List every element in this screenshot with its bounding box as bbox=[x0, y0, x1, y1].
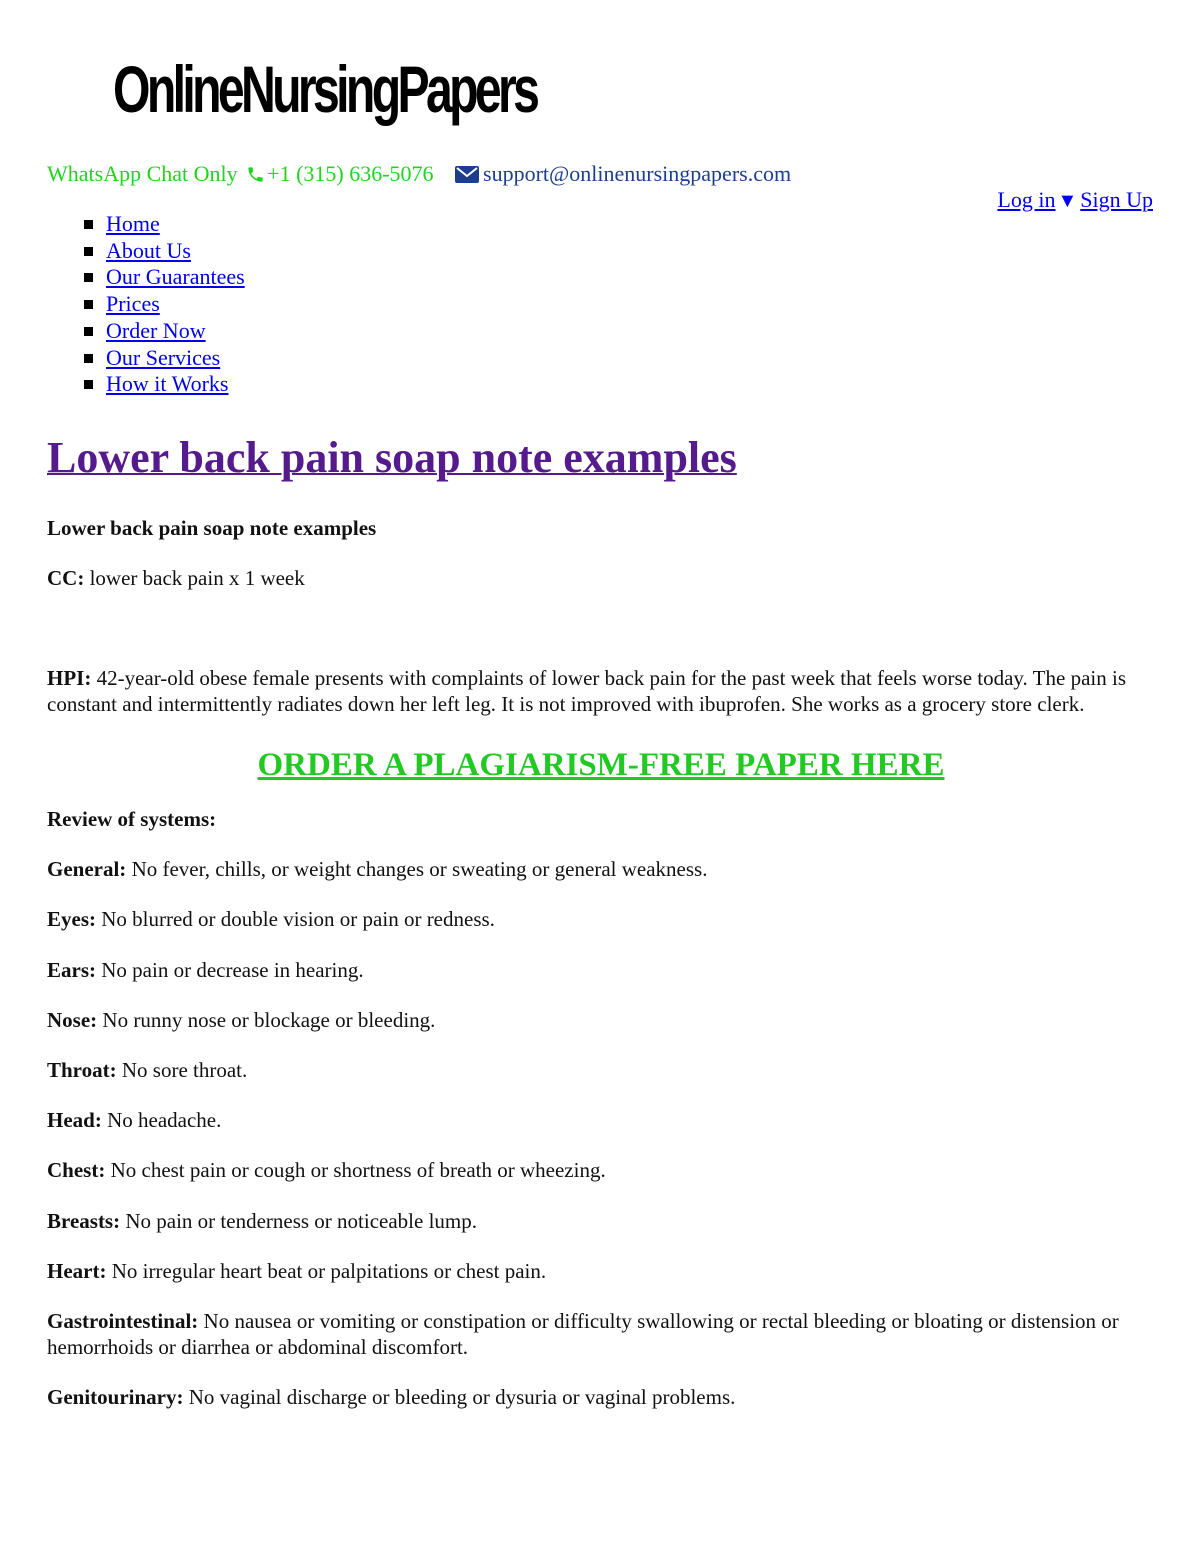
nav-link-about[interactable]: About Us bbox=[106, 237, 191, 263]
nav-item-services bbox=[47, 345, 245, 372]
nav-item-how bbox=[47, 371, 245, 398]
ros-text: No fever, chills, or weight changes or sweating or general weakness. bbox=[126, 857, 708, 882]
ros-head bbox=[47, 1107, 1155, 1133]
ros-nose bbox=[47, 1007, 1155, 1033]
phone-number[interactable]: +1 (315) 636-5076 bbox=[267, 161, 434, 186]
hpi-label: HPI: bbox=[47, 666, 92, 690]
ros-eyes bbox=[47, 906, 1155, 932]
bullet bbox=[84, 354, 93, 363]
ros-text: No pain or tenderness or noticeable lump. bbox=[120, 1208, 478, 1233]
nav-item-guarantees bbox=[47, 264, 245, 291]
mail-icon bbox=[455, 163, 479, 189]
ros-throat bbox=[47, 1057, 1155, 1083]
ros-text: No headache. bbox=[101, 1108, 222, 1133]
ros-label: Breasts: bbox=[47, 1208, 121, 1233]
nav-link-home[interactable]: Home bbox=[106, 211, 160, 236]
bullet bbox=[84, 247, 93, 256]
chief-complaint bbox=[47, 565, 1155, 591]
bullet bbox=[84, 300, 93, 309]
nav-link-guarantees[interactable]: Our Guarantees bbox=[106, 264, 245, 290]
nav-link-services[interactable]: Our Services bbox=[106, 344, 221, 370]
ros-label: Eyes: bbox=[47, 907, 96, 932]
phone-icon bbox=[246, 164, 265, 190]
contact-bar bbox=[47, 161, 791, 190]
ros-text: No nausea or vomiting or constipation or difficulty swallowing or rectal bleeding or bloating or distension or hemorrhoids or diarrhea or abdominal discomfort. bbox=[47, 1308, 1119, 1359]
ros-label: Head: bbox=[47, 1108, 102, 1133]
site-logo[interactable]: OnlineNursingPapers bbox=[113, 52, 537, 126]
ros-label: Throat: bbox=[47, 1057, 117, 1082]
account-links bbox=[997, 187, 1153, 214]
ros-label: Heart: bbox=[47, 1258, 107, 1283]
ros-label: Chest: bbox=[47, 1158, 106, 1183]
ros-title: Review of systems: bbox=[47, 807, 217, 831]
hpi-text: 42-year-old obese female presents with complaints of lower back pain for the past week that feels worse today. The pain is constant and intermittently radiates down her left leg. It is not improved with ibuprofen. She works as a grocery store clerk. bbox=[47, 666, 1126, 716]
ros-text: No chest pain or cough or shortness of breath or wheezing. bbox=[105, 1158, 606, 1183]
whatsapp-label: WhatsApp Chat Only bbox=[47, 161, 238, 186]
nav-item-order bbox=[47, 318, 245, 345]
ros-heart bbox=[47, 1258, 1155, 1284]
bullet bbox=[84, 327, 93, 336]
support-email[interactable]: support@onlinenursingpapers.com bbox=[483, 161, 792, 186]
bullet bbox=[84, 380, 93, 389]
page-title[interactable]: Lower back pain soap note examples bbox=[47, 433, 737, 482]
bullet bbox=[84, 220, 93, 229]
nav-link-order[interactable]: Order Now bbox=[106, 317, 206, 343]
ros-label: Gastrointestinal: bbox=[47, 1308, 199, 1333]
ros-label: Nose: bbox=[47, 1007, 98, 1032]
order-cta-link[interactable]: ORDER A PLAGIARISM-FREE PAPER HERE bbox=[257, 747, 945, 783]
nav-item-about bbox=[47, 238, 245, 265]
signup-link[interactable]: Sign Up bbox=[1080, 187, 1153, 212]
hpi-paragraph bbox=[47, 665, 1155, 717]
ros-text: No vaginal discharge or bleeding or dysuria or vaginal problems. bbox=[183, 1385, 736, 1410]
article bbox=[47, 430, 1155, 1410]
ros-general bbox=[47, 856, 1155, 882]
ros-label: Ears: bbox=[47, 957, 96, 982]
nav-item-home bbox=[47, 211, 245, 238]
cc-label: CC: bbox=[47, 566, 85, 590]
ros-label: Genitourinary: bbox=[47, 1385, 184, 1410]
nav-link-prices[interactable]: Prices bbox=[106, 291, 160, 317]
ros-text: No pain or decrease in hearing. bbox=[96, 957, 364, 982]
ros-label: General: bbox=[47, 857, 127, 882]
main-nav bbox=[47, 211, 245, 398]
ros-genitourinary bbox=[47, 1384, 1155, 1410]
ros-text: No runny nose or blockage or bleeding. bbox=[97, 1007, 436, 1032]
nav-link-how[interactable]: How it Works bbox=[106, 371, 229, 397]
caret-down-icon[interactable]: ▼ bbox=[1057, 190, 1078, 212]
ros-text: No sore throat. bbox=[116, 1057, 248, 1082]
cc-text: lower back pain x 1 week bbox=[84, 566, 305, 590]
nav-item-prices bbox=[47, 291, 245, 318]
ros-text: No irregular heart beat or palpitations or chest pain. bbox=[106, 1258, 547, 1283]
ros-gastrointestinal bbox=[47, 1308, 1155, 1360]
ros-breasts bbox=[47, 1208, 1155, 1234]
bullet bbox=[84, 273, 93, 282]
ros-ears bbox=[47, 957, 1155, 983]
ros-chest bbox=[47, 1157, 1155, 1183]
article-subtitle: Lower back pain soap note examples bbox=[47, 516, 377, 540]
login-link[interactable]: Log in bbox=[997, 187, 1056, 212]
ros-text: No blurred or double vision or pain or redness. bbox=[96, 907, 495, 932]
